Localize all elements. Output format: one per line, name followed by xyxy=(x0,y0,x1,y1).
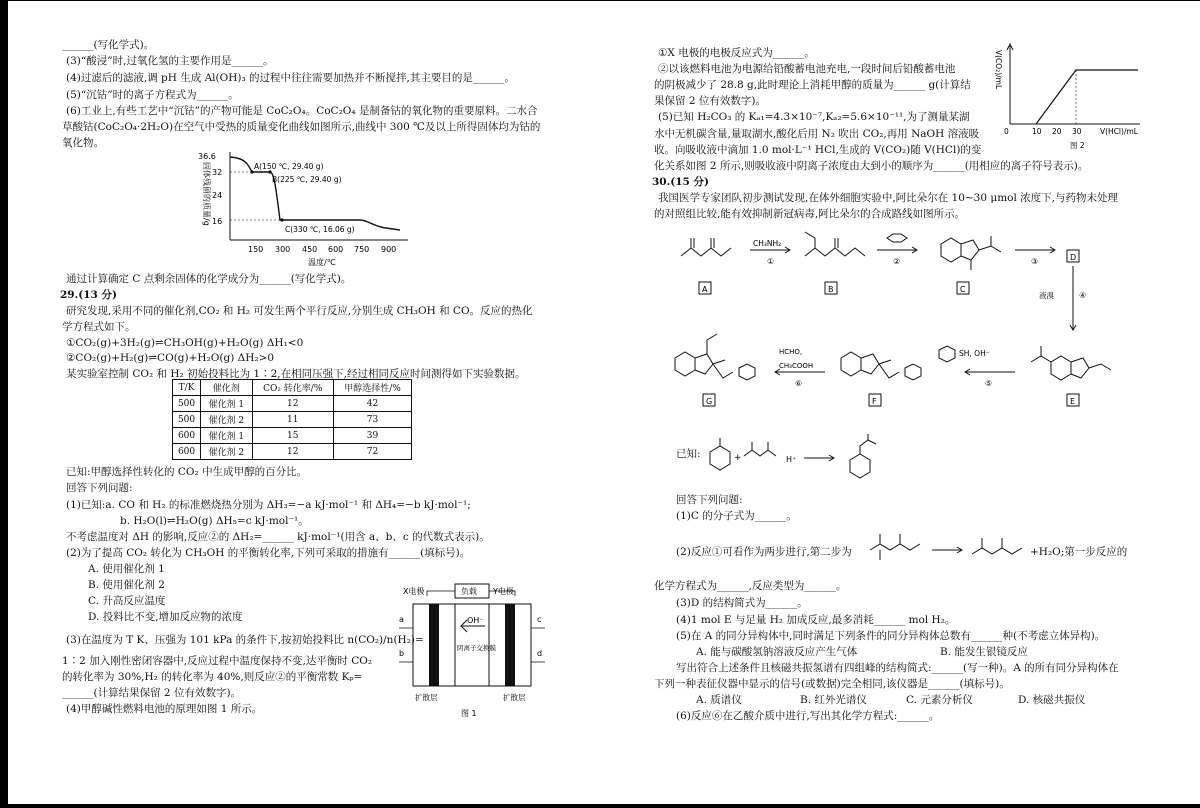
table-cell: 12 xyxy=(252,396,333,412)
q28-5: (5)“沉钴”时的离子方程式为______。 xyxy=(66,89,239,101)
q30-answer: 回答下列问题: xyxy=(676,494,743,506)
q29-2-D: D. 投料比不变,增加反应物的浓度 xyxy=(88,611,243,623)
q30-5: (5)在 A 的同分异构体中,同时满足下列条件的同分异构体总数有______种(不考虑立体异构)。 xyxy=(676,630,1106,642)
known-label: 已知: xyxy=(676,448,701,460)
known-reaction xyxy=(700,430,900,490)
compound-c: C xyxy=(960,285,966,294)
tga-ytick: 36.6 xyxy=(198,152,216,161)
compound-g: G xyxy=(706,397,713,406)
table-header-row xyxy=(173,380,412,396)
table-cell: 500 xyxy=(173,412,201,428)
load-label: 负载 xyxy=(461,587,477,596)
reagent-6b: CH₃COOH xyxy=(779,362,814,370)
q29-5a: (5)已知 H₂CO₃ 的 Kₐ₁=4.3×10⁻⁷,Kₐ₂=5.6×10⁻¹¹,为了测量某湖 xyxy=(658,111,970,123)
q29-5b: 水中无机碳含量,量取湖水,酸化后用 N₂ 吹出 CO₂,再用 NaOH 溶液吸 xyxy=(654,128,980,140)
q30-opt-A: A. 质谱仪 xyxy=(696,694,742,706)
step-3: ③ xyxy=(1031,257,1039,266)
q29-4-2b: 的阴极减少了 28.8 g,此时理论上消耗甲醇的质量为______ g(计算结 xyxy=(654,79,971,91)
q29-2: (2)为了提高 CO₂ 转化为 CH₃OH 的平衡转化率,下列可采取的措施有______(填标号)。 xyxy=(66,547,471,559)
q30-5-B: B. 能发生银镜反应 xyxy=(940,646,1028,658)
tga-xtick: 600 xyxy=(328,245,344,254)
table-cell: 12 xyxy=(252,444,333,460)
q29-title: 29.(13 分) xyxy=(60,289,117,301)
tga-ytick: 24 xyxy=(212,191,223,200)
table-cell: 600 xyxy=(173,444,201,460)
q29-2-B: B. 使用催化剂 2 xyxy=(88,579,165,591)
synthesis-route xyxy=(655,222,1145,422)
q29-known: 已知:甲醇选择性转化的 CO₂ 中生成甲醇的百分比。 xyxy=(66,466,308,478)
fig2-xlabel: V(HCl)/mL xyxy=(1100,127,1138,136)
step-2: ② xyxy=(893,257,901,266)
q29-eq2: ②CO₂(g)+H₂(g)⇌CO(g)+H₂O(g) ΔH₂>0 xyxy=(66,352,275,364)
q28-6b: 草酸钴(CoC₂O₄·2H₂O)在空气中受热的质量变化曲线如图所示,曲线中 300 ℃及以上所得固体均为钴的 xyxy=(62,121,541,133)
step-6: ⑥ xyxy=(795,379,803,388)
q29-answer: 回答下列问题: xyxy=(66,482,133,494)
q30-3: (3)D 的结构简式为______。 xyxy=(676,597,808,609)
q29-2-A: A. 使用催化剂 1 xyxy=(88,563,165,575)
fig2-xtick: 30 xyxy=(1072,127,1082,136)
q30-2a: (2)反应①可看作为两步进行,第二步为 xyxy=(676,546,852,558)
q29-3c: 的转化率为 30%,H₂ 的转化率为 40%,则反应②的平衡常数 Kₚ= xyxy=(62,671,363,683)
q29-5d: 化关系如图 2 所示,则吸收液中阴离子浓度由大到小的顺序为______(用相应的离子符号表示)。 xyxy=(654,160,1089,172)
q29-intro-b: 学方程式如下。 xyxy=(62,321,136,333)
diffusion-left-label: 扩散层 xyxy=(415,693,438,702)
oh-ion-label: OH⁻ xyxy=(467,616,484,625)
q29-1a: (1)已知:a. CO 和 H₂ 的标准燃烧热分别为 ΔH₃=−a kJ·mol⁻¹ 和 ΔH₄=−b kJ·mol⁻¹; xyxy=(66,499,471,511)
q29-eq1: ①CO₂(g)+3H₂(g)⇌CH₃OH(g)+H₂O(g) ΔH₁<0 xyxy=(66,337,304,349)
table-row xyxy=(173,396,412,412)
port-c: c xyxy=(537,615,542,624)
compound-f: F xyxy=(872,397,877,406)
q30-1: (1)C 的分子式为______。 xyxy=(676,510,797,522)
compound-b: B xyxy=(828,285,834,294)
q30-5-write-a: 写出符合上述条件且核磁共振氢谱有四组峰的结构简式:______(写一种)。A 的所有同分异构体在 xyxy=(676,662,1119,674)
q30-intro-a: 我国医学专家团队初步测试发现,在体外细胞实验中,阿比朵尔在 10~30 μmol 浓度下,与药物未处理 xyxy=(658,192,1119,204)
q29-4: (4)甲醇碱性燃料电池的原理如图 1 所示。 xyxy=(66,703,263,715)
tga-label-a: A(150 ℃, 29.40 g) xyxy=(254,162,324,171)
q28-3: (3)“酸浸”时,过氧化氢的主要作用是______。 xyxy=(66,55,274,67)
tga-xtick: 900 xyxy=(381,245,397,254)
fuel-cell-diagram xyxy=(395,582,550,722)
q30-2b: +H₂O;第一步反应的 xyxy=(1030,546,1128,558)
q30-5-A: A. 能与碳酸氢钠溶液反应产生气体 xyxy=(696,646,858,658)
known-reagent: H⁺ xyxy=(786,455,797,464)
x-electrode-label: X电极 xyxy=(403,587,425,596)
q30-title: 30.(15 分) xyxy=(652,176,709,188)
q29-4-2a: ②以该燃料电池为电源给铅酸蓄电池充电,一段时间后铅酸蓄电池 xyxy=(658,63,956,75)
port-d: d xyxy=(537,649,543,658)
q30-opt-D: D. 核磁共振仪 xyxy=(1018,694,1086,706)
q28-c-point: 通过计算确定 C 点剩余固体的化学成分为______(写化学式)。 xyxy=(66,273,352,285)
q29-exp: 某实验室控制 CO₂ 和 H₂ 初始投料比为 1∶2,在相同压强下,经过相同反应时间测得如下实验数据。 xyxy=(66,368,526,380)
table-row xyxy=(173,412,412,428)
table-header: 甲醇选择性/% xyxy=(333,380,411,396)
q28-2: ______(写化学式)。 xyxy=(62,39,155,51)
fig2-chart xyxy=(990,40,1170,152)
q29-3a: (3)在温度为 T K、压强为 101 kPa 的条件下,按初始投料比 n(CO₂)/n(H₂)= xyxy=(66,634,424,646)
reagent-5: SH, OH⁻ xyxy=(959,349,990,358)
diffusion-right-label: 扩散层 xyxy=(503,693,526,702)
fig2-ylabel: V(CO₂)/mL xyxy=(994,50,1003,90)
q29-1b: b. H₂O(l)⇌H₂O(g) ΔH₅=c kJ·mol⁻¹。 xyxy=(120,515,309,527)
compound-a: A xyxy=(702,285,708,294)
table-cell: 72 xyxy=(333,444,411,460)
y-electrode xyxy=(505,604,515,686)
tga-xlabel: 温度/℃ xyxy=(308,258,336,267)
q29-4-1: ①X 电极的电极反应式为______。 xyxy=(658,47,815,59)
table-cell: 11 xyxy=(252,412,333,428)
tga-xtick: 300 xyxy=(275,245,291,254)
fig2-xtick: 20 xyxy=(1052,127,1062,136)
y-electrode-label: Y电极 xyxy=(493,587,514,596)
tga-label-c: C(330 ℃, 16.06 g) xyxy=(285,225,355,234)
reagent-4: 液溴 xyxy=(1039,291,1054,300)
fig2-line xyxy=(1036,70,1138,124)
tga-ytick: 32 xyxy=(212,168,223,177)
compound-d: D xyxy=(1070,253,1077,262)
q30-opt-C: C. 元素分析仪 xyxy=(906,694,973,706)
table-cell: 600 xyxy=(173,428,201,444)
port-a: a xyxy=(399,615,404,624)
q29-5c: 收。向吸收液中滴加 1.0 mol·L⁻¹ HCl,生成的 V(CO₂)随 V(HCl)的变 xyxy=(654,144,982,156)
q29-intro-a: 研究发现,采用不同的催化剂,CO₂ 和 H₂ 可发生两个平行反应,分别生成 CH₃OH 和 CO。反应的热化 xyxy=(66,305,533,317)
q30-5-write-b: 下列一种表征仪器中显示的信号(或数据)完全相同,该仪器是______(填标号)。 xyxy=(654,678,1010,690)
table-row xyxy=(173,444,412,460)
tga-label-b: B(225 ℃, 29.40 g) xyxy=(272,175,342,184)
port-b: b xyxy=(399,649,405,658)
q29-1c: 不考虑温度对 ΔH 的影响,反应②的 ΔH₂=______ kJ·mol⁻¹(用含 a、b、c 的代数式表示)。 xyxy=(66,531,490,543)
tga-xtick: 750 xyxy=(354,245,370,254)
q30-4: (4)1 mol E 与足量 H₂ 加成反应,最多消耗______ mol H₂。 xyxy=(676,614,956,626)
table-row xyxy=(173,428,412,444)
table-cell: 15 xyxy=(252,428,333,444)
q28-4: (4)过滤后的滤液,调 pH 生成 Al(OH)₃ 的过程中往往需要加热并不断搅拌,其主要目的是______。 xyxy=(66,72,515,84)
q28-6c: 氧化物。 xyxy=(62,137,104,149)
table-cell: 42 xyxy=(333,396,411,412)
tga-chart xyxy=(190,148,420,268)
table-header: T/K xyxy=(173,380,201,396)
fig2-xtick: 10 xyxy=(1032,127,1042,136)
q30-6: (6)反应⑥在乙酸介质中进行,写出其化学方程式:______。 xyxy=(676,710,940,722)
membrane-label: 阴离子交换膜 xyxy=(457,644,496,652)
q30-2-structures xyxy=(860,528,1030,574)
tga-xtick: 150 xyxy=(248,245,264,254)
tga-ytick: 16 xyxy=(212,217,223,226)
step-1: ① xyxy=(767,257,775,266)
table-cell: 催化剂 1 xyxy=(201,428,252,444)
q30-2c: 化学方程式为______,反应类型为______。 xyxy=(654,580,847,592)
table-cell: 催化剂 2 xyxy=(201,412,252,428)
q29-3d: ______(计算结果保留 2 位有效数字)。 xyxy=(62,687,242,699)
fig2-caption: 图 2 xyxy=(1070,141,1085,150)
table-cell: 催化剂 1 xyxy=(201,396,252,412)
table-cell: 73 xyxy=(333,412,411,428)
q30-opt-B: B. 红外光谱仪 xyxy=(800,694,867,706)
q29-4-2c: 果保留 2 位有效数字)。 xyxy=(654,95,766,107)
step-5: ⑤ xyxy=(985,379,993,388)
q28-6a: (6)工业上,有些工艺中“沉钴”的产物可能是 CoC₂O₄。CoC₂O₄ 是制备钴的氧化物的重要原料。二水合 xyxy=(66,105,538,117)
q29-data-table xyxy=(172,379,412,460)
tga-ylabel: 固体残留的质量/g xyxy=(202,162,211,226)
reagent-1: CH₃NH₂ xyxy=(753,239,782,248)
table-cell: 39 xyxy=(333,428,411,444)
q29-3b: 1∶2 加入刚性密闭容器中,反应过程中温度保持不变,达平衡时 CO₂ xyxy=(62,655,373,667)
reagent-6a: HCHO, xyxy=(779,348,803,356)
step-4: ④ xyxy=(1079,291,1087,300)
table-header: CO₂ 转化率/% xyxy=(252,380,333,396)
table-cell: 催化剂 2 xyxy=(201,444,252,460)
table-header: 催化剂 xyxy=(201,380,252,396)
compound-e: E xyxy=(1070,397,1076,406)
tga-xtick: 450 xyxy=(302,245,318,254)
table-cell: 500 xyxy=(173,396,201,412)
tga-point-c xyxy=(280,218,283,221)
fig1-caption: 图 1 xyxy=(461,709,477,718)
q29-2-C: C. 升高反应温度 xyxy=(88,595,166,607)
q30-intro-b: 的对照组比较,能有效抑制新冠病毒,阿比朵尔的合成路线如图所示。 xyxy=(654,208,966,220)
known-plus: + xyxy=(734,453,742,463)
fig2-origin: 0 xyxy=(1004,127,1009,136)
x-electrode xyxy=(429,604,439,686)
